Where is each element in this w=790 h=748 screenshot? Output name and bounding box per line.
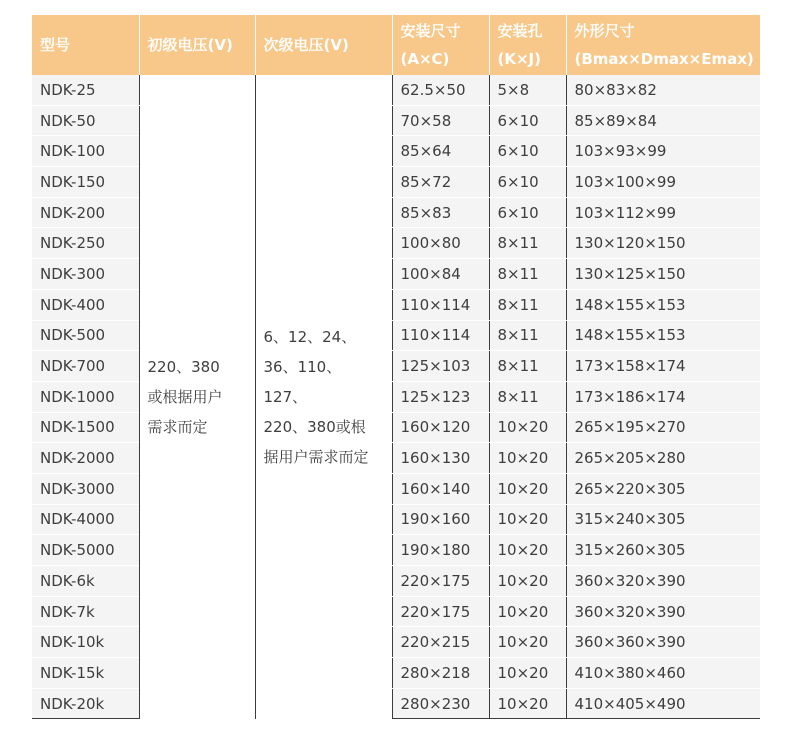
mount-hole-cell: 6×10 <box>489 105 566 136</box>
mount-hole-cell: 10×20 <box>489 566 566 597</box>
model-cell: NDK-10k <box>32 627 139 658</box>
header-primary-voltage-line: 初级电压(V) <box>147 36 233 54</box>
outline-size-cell: 360×320×390 <box>566 596 760 627</box>
header-mount-size <box>392 15 489 75</box>
mount-size-cell: 125×103 <box>392 351 489 382</box>
header-mount-hole <box>489 15 566 75</box>
model-cell: NDK-250 <box>32 228 139 259</box>
model-cell: NDK-50 <box>32 105 139 136</box>
spec-table <box>32 15 760 719</box>
mount-hole-cell: 10×20 <box>489 596 566 627</box>
primary-voltage-cell <box>139 75 255 719</box>
mount-size-cell: 110×114 <box>392 289 489 320</box>
header-mount-hole-line: 安装孔 <box>497 22 543 40</box>
primary-voltage-cell-line: 或根据用户 <box>147 387 223 406</box>
header-model <box>32 15 139 75</box>
header-outline-size <box>566 15 760 75</box>
model-cell: NDK-25 <box>32 75 139 105</box>
mount-hole-cell: 10×20 <box>489 412 566 443</box>
primary-voltage-cell-line: 220、380 <box>147 357 220 376</box>
mount-size-cell: 280×218 <box>392 658 489 689</box>
table-row <box>32 75 760 105</box>
mount-size-cell: 85×72 <box>392 167 489 198</box>
mount-hole-cell: 8×11 <box>489 320 566 351</box>
outline-size-cell: 360×320×390 <box>566 566 760 597</box>
model-cell: NDK-1500 <box>32 412 139 443</box>
outline-size-cell: 410×405×490 <box>566 688 760 719</box>
model-cell: NDK-5000 <box>32 535 139 566</box>
outline-size-cell: 148×155×153 <box>566 289 760 320</box>
model-cell: NDK-3000 <box>32 473 139 504</box>
outline-size-cell: 85×89×84 <box>566 105 760 136</box>
secondary-voltage-cell-line: 据用户需求而定 <box>263 447 369 466</box>
table-body <box>32 75 760 719</box>
header-mount-size-line: 安装尺寸 <box>400 22 461 40</box>
secondary-voltage-cell-line: 6、12、24、 <box>263 327 357 346</box>
model-cell: NDK-300 <box>32 259 139 290</box>
secondary-voltage-cell-line: 36、110、127、 <box>263 357 342 406</box>
mount-size-cell: 100×80 <box>392 228 489 259</box>
mount-hole-cell: 5×8 <box>489 75 566 105</box>
mount-hole-cell: 10×20 <box>489 688 566 719</box>
outline-size-cell: 360×360×390 <box>566 627 760 658</box>
mount-size-cell: 62.5×50 <box>392 75 489 105</box>
header-outline-size-line: 外形尺寸 <box>574 22 635 40</box>
mount-size-cell: 70×58 <box>392 105 489 136</box>
mount-size-cell: 85×83 <box>392 197 489 228</box>
mount-size-cell: 100×84 <box>392 259 489 290</box>
outline-size-cell: 130×125×150 <box>566 259 760 290</box>
outline-size-cell: 148×155×153 <box>566 320 760 351</box>
header-mount-hole-line: (K×J) <box>497 50 541 68</box>
mount-size-cell: 190×180 <box>392 535 489 566</box>
mount-hole-cell: 6×10 <box>489 197 566 228</box>
model-cell: NDK-4000 <box>32 504 139 535</box>
mount-size-cell: 160×120 <box>392 412 489 443</box>
header-outline-size-line: (Bmax×Dmax×Emax) <box>574 50 754 68</box>
model-cell: NDK-15k <box>32 658 139 689</box>
mount-hole-cell: 8×11 <box>489 259 566 290</box>
outline-size-cell: 315×260×305 <box>566 535 760 566</box>
mount-size-cell: 280×230 <box>392 688 489 719</box>
model-cell: NDK-20k <box>32 688 139 719</box>
outline-size-cell: 80×83×82 <box>566 75 760 105</box>
mount-hole-cell: 8×11 <box>489 289 566 320</box>
secondary-voltage-cell-line: 220、380或根 <box>263 417 366 436</box>
mount-size-cell: 160×140 <box>392 473 489 504</box>
mount-size-cell: 110×114 <box>392 320 489 351</box>
mount-hole-cell: 10×20 <box>489 473 566 504</box>
mount-hole-cell: 6×10 <box>489 136 566 167</box>
mount-size-cell: 85×64 <box>392 136 489 167</box>
mount-size-cell: 190×160 <box>392 504 489 535</box>
mount-size-cell: 220×175 <box>392 566 489 597</box>
model-cell: NDK-500 <box>32 320 139 351</box>
mount-hole-cell: 6×10 <box>489 167 566 198</box>
header-primary-voltage <box>139 15 255 75</box>
model-cell: NDK-400 <box>32 289 139 320</box>
outline-size-cell: 410×380×460 <box>566 658 760 689</box>
outline-size-cell: 173×186×174 <box>566 381 760 412</box>
model-cell: NDK-1000 <box>32 381 139 412</box>
header-secondary-voltage-line: 次级电压(V) <box>263 36 349 54</box>
outline-size-cell: 103×100×99 <box>566 167 760 198</box>
model-cell: NDK-700 <box>32 351 139 382</box>
model-cell: NDK-100 <box>32 136 139 167</box>
mount-hole-cell: 10×20 <box>489 535 566 566</box>
outline-size-cell: 265×195×270 <box>566 412 760 443</box>
mount-size-cell: 220×175 <box>392 596 489 627</box>
mount-hole-cell: 8×11 <box>489 381 566 412</box>
header-row <box>32 15 760 75</box>
mount-size-cell: 125×123 <box>392 381 489 412</box>
secondary-voltage-cell <box>255 75 392 719</box>
mount-hole-cell: 10×20 <box>489 443 566 474</box>
mount-hole-cell: 10×20 <box>489 627 566 658</box>
outline-size-cell: 103×112×99 <box>566 197 760 228</box>
outline-size-cell: 265×220×305 <box>566 473 760 504</box>
header-model-line: 型号 <box>40 36 71 54</box>
model-cell: NDK-150 <box>32 167 139 198</box>
mount-size-cell: 220×215 <box>392 627 489 658</box>
mount-hole-cell: 8×11 <box>489 228 566 259</box>
mount-hole-cell: 10×20 <box>489 658 566 689</box>
model-cell: NDK-2000 <box>32 443 139 474</box>
outline-size-cell: 173×158×174 <box>566 351 760 382</box>
header-mount-size-line: (A×C) <box>400 50 450 68</box>
model-cell: NDK-200 <box>32 197 139 228</box>
outline-size-cell: 103×93×99 <box>566 136 760 167</box>
outline-size-cell: 315×240×305 <box>566 504 760 535</box>
primary-voltage-cell-line: 需求而定 <box>147 417 208 436</box>
mount-hole-cell: 10×20 <box>489 504 566 535</box>
header-secondary-voltage <box>255 15 392 75</box>
model-cell: NDK-6k <box>32 566 139 597</box>
mount-hole-cell: 8×11 <box>489 351 566 382</box>
outline-size-cell: 130×120×150 <box>566 228 760 259</box>
mount-size-cell: 160×130 <box>392 443 489 474</box>
outline-size-cell: 265×205×280 <box>566 443 760 474</box>
model-cell: NDK-7k <box>32 596 139 627</box>
